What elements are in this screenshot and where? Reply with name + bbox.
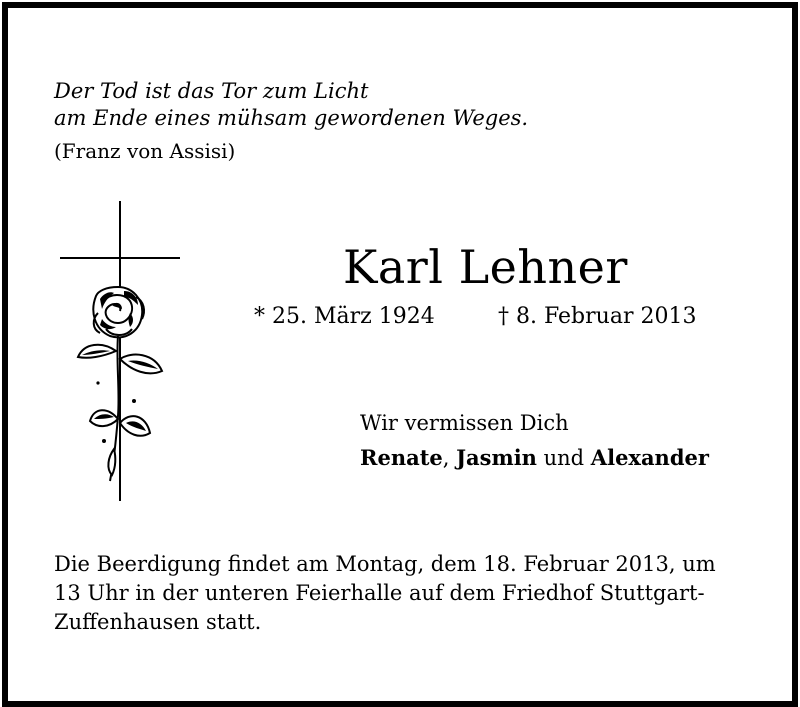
family-name-3: Alexander <box>590 445 709 470</box>
cross-with-rose-icon <box>58 201 183 504</box>
farewell-text: Wir vermissen Dich <box>360 411 569 435</box>
family-separator-2: und <box>536 446 591 470</box>
deceased-name: Karl Lehner <box>343 240 628 294</box>
notice-line-1: Die Beerdigung findet am Montag, dem 18. Februar 2013, um <box>54 552 716 576</box>
family-separator-1: , <box>442 446 457 470</box>
obituary-frame <box>2 2 798 707</box>
family-names <box>360 445 709 470</box>
family-name-1: Renate <box>360 445 443 470</box>
family-name-2: Jasmin <box>456 445 537 470</box>
funeral-notice <box>54 550 764 637</box>
notice-line-3: Zuffenhausen statt. <box>54 610 262 634</box>
notice-line-2: 13 Uhr in der unteren Feierhalle auf dem Friedhof Stuttgart- <box>54 581 705 605</box>
death-date: † 8. Februar 2013 <box>498 304 697 329</box>
birth-date: * 25. März 1924 <box>254 304 435 329</box>
quote-line-1: Der Tod ist das Tor zum Licht <box>54 79 369 103</box>
quote-line-2: am Ende eines mühsam gewordenen Weges. <box>54 106 529 130</box>
quote-author: (Franz von Assisi) <box>54 139 236 163</box>
quote <box>54 78 528 132</box>
